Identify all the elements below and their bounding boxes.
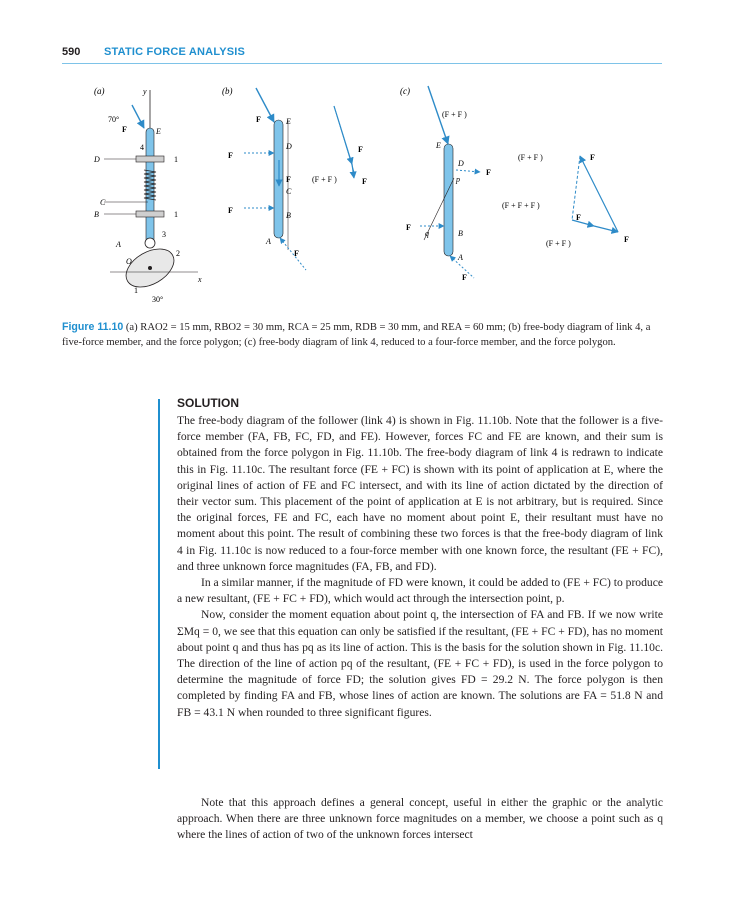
panel-b-label: (b) [222,86,233,96]
point-a-label-b: A [266,237,271,246]
point-c-label: C [100,198,106,207]
o2-label: O [126,257,132,266]
panel-c-label: (c) [400,86,410,96]
fa-label-b: F [294,249,299,258]
ground-1-top: 1 [174,155,178,164]
poly-sum-label-b: (F + F ) [312,175,337,184]
solution-sidebar-bar [158,399,160,769]
link-3-label: 3 [162,230,166,239]
fb-label-c: F [406,223,411,232]
solution-text [177,413,663,721]
poly-sum3-label-c: (F + F + F ) [502,201,540,210]
poly-fe-fa-label-c: (F + F ) [518,153,543,162]
poly-fc-label-b: F [362,177,367,186]
fa-label-c: F [462,273,467,282]
poly-fa-c [580,156,618,232]
pivot-o2 [148,266,152,270]
fd-label-c: F [486,168,491,177]
point-a-label-c: A [458,253,463,262]
page-number: 590 [62,46,81,58]
poly-sum-b [334,106,354,172]
fe-label-b: F [256,115,261,124]
point-a-label: A [116,240,121,249]
ground-1-bottom: 1 [134,286,138,295]
point-b-label: B [94,210,99,219]
poly-fe-label-b: F [358,145,363,154]
ground-1-mid: 1 [174,210,178,219]
point-e-label-c: E [436,141,441,150]
link-4-c [444,144,453,256]
guide-d [136,156,164,162]
link-4-label: 4 [140,143,144,152]
panel-b [222,86,367,270]
angle-30-label: 30° [152,295,164,304]
fa-arrow-b [280,238,306,270]
poly-fa-label-c: F [590,153,595,162]
roller [145,238,155,248]
solution-paragraph: The free-body diagram of the follower (link 4) is shown in Fig. 11.10b. Note that the follower is a five-force member (FA, FB, FC, FD, and FE). However, forces FC and FE are known, and their sum is obtained from the force polygon in Fig. 11.10b. The free-body diagram of link 4 is redrawn to indicate this in Fig. 11.10c. The resultant force (FE + FC) is shown with its point of application at E, where the original lines of action of FE and FC intersect, and with its line of action dictated by the direction of their vector sum. This placement of the point of application at E is not arbitrary, but is required. Since the original forces, FE and FC, each have no moment about point E, their resultant must have no moment about this point. The result of combining these two forces is that the free-body diagram of link 4 in Fig. 11.10c is now reduced to a four-force member with one known force, the resultant (FE + FC), and three unknown force magnitudes (FA, FB, and FD). [177,414,663,573]
poly-fd-label-c: F [576,213,581,222]
fe-label: F [122,125,127,134]
caption-text: (a) RAO2 = 15 mm, RBO2 = 30 mm, RCA = 25 mm, RDB = 30 mm, and REA = 60 mm; (b) free-body diagram of link 4, a five-force member, and the force polygon; (c) free-body diagram of link 4, reduced to a four-force member, and the force polygon. [62,322,651,348]
angle-70-label: 70° [108,115,120,124]
solution-paragraph: In a similar manner, if the magnitude of FD were known, it could be added to (FE + FC) to produce a new resultant, (FE + FC + FD), which would act through the intersection point, p. [177,576,663,606]
point-e-label: E [156,127,161,136]
guide-b [136,211,164,217]
note-paragraph: Note that this approach defines a general concept, useful in either the graphic or the analytic approach. When there are three unknown force magnitudes on a member, we choose a point such as q where the lines of action of two of the unknown forces intersect [177,796,663,842]
poly-fe-fc-label-c: (F + F ) [546,239,571,248]
figure-11-10 [80,80,640,310]
panel-a-label: (a) [94,86,105,96]
poly-fb-label-c: F [624,235,629,244]
point-e-label-b: E [286,117,291,126]
point-d-label-c: D [458,159,464,168]
fd-arrow-c [456,170,480,172]
panel-c [400,86,629,282]
point-d-label-b: D [286,142,292,151]
point-d-label: D [94,155,100,164]
point-b-label-c: B [458,229,463,238]
caption-label: Figure 11.10 [62,321,124,333]
running-head: STATIC FORCE ANALYSIS [104,46,246,58]
force-fe-arrow [132,105,144,128]
figure-caption [62,320,665,350]
poly-dashed-c [572,156,580,220]
sum-top-label-c: (F + F ) [442,110,467,119]
fd-label-b: F [228,151,233,160]
point-p-label-c: p [456,175,460,184]
point-q-label-c: q [425,229,429,238]
solution-title: SOLUTION [177,396,239,410]
fb-label-b: F [228,206,233,215]
y-axis-label: y [143,87,147,96]
x-axis-label: x [198,275,202,284]
poly-fb-c [594,226,618,232]
point-b-label-b: B [286,211,291,220]
solution-paragraph: Now, consider the moment equation about point q, the intersection of FA and FB. If we now write ΣMq = 0, we see that this equation can only be satisfied if the resultant, (FE + FC + FD), has no moment about point q and thus has pq as its line of action. This is the basis for the solution shown in Fig. 11.10c. The direction of the line of action pq of the resultant, (FE + FC + FD), is used in the force polygon to determine the magnitude of force FD; the solution gives FD = 29.2 N. The force polygon is then completed by finding FA and FB, whose lines of action are known. The solutions are FA = 51.8 N and FB = 43.1 N when rounded to three significant figures. [177,608,663,719]
fc-label-b: F [286,175,291,184]
link-2-label: 2 [176,249,180,258]
header-rule [62,63,662,64]
page-header [62,46,662,62]
solution-block [177,396,663,721]
panel-a [93,86,202,304]
point-c-label-b: C [286,187,292,196]
